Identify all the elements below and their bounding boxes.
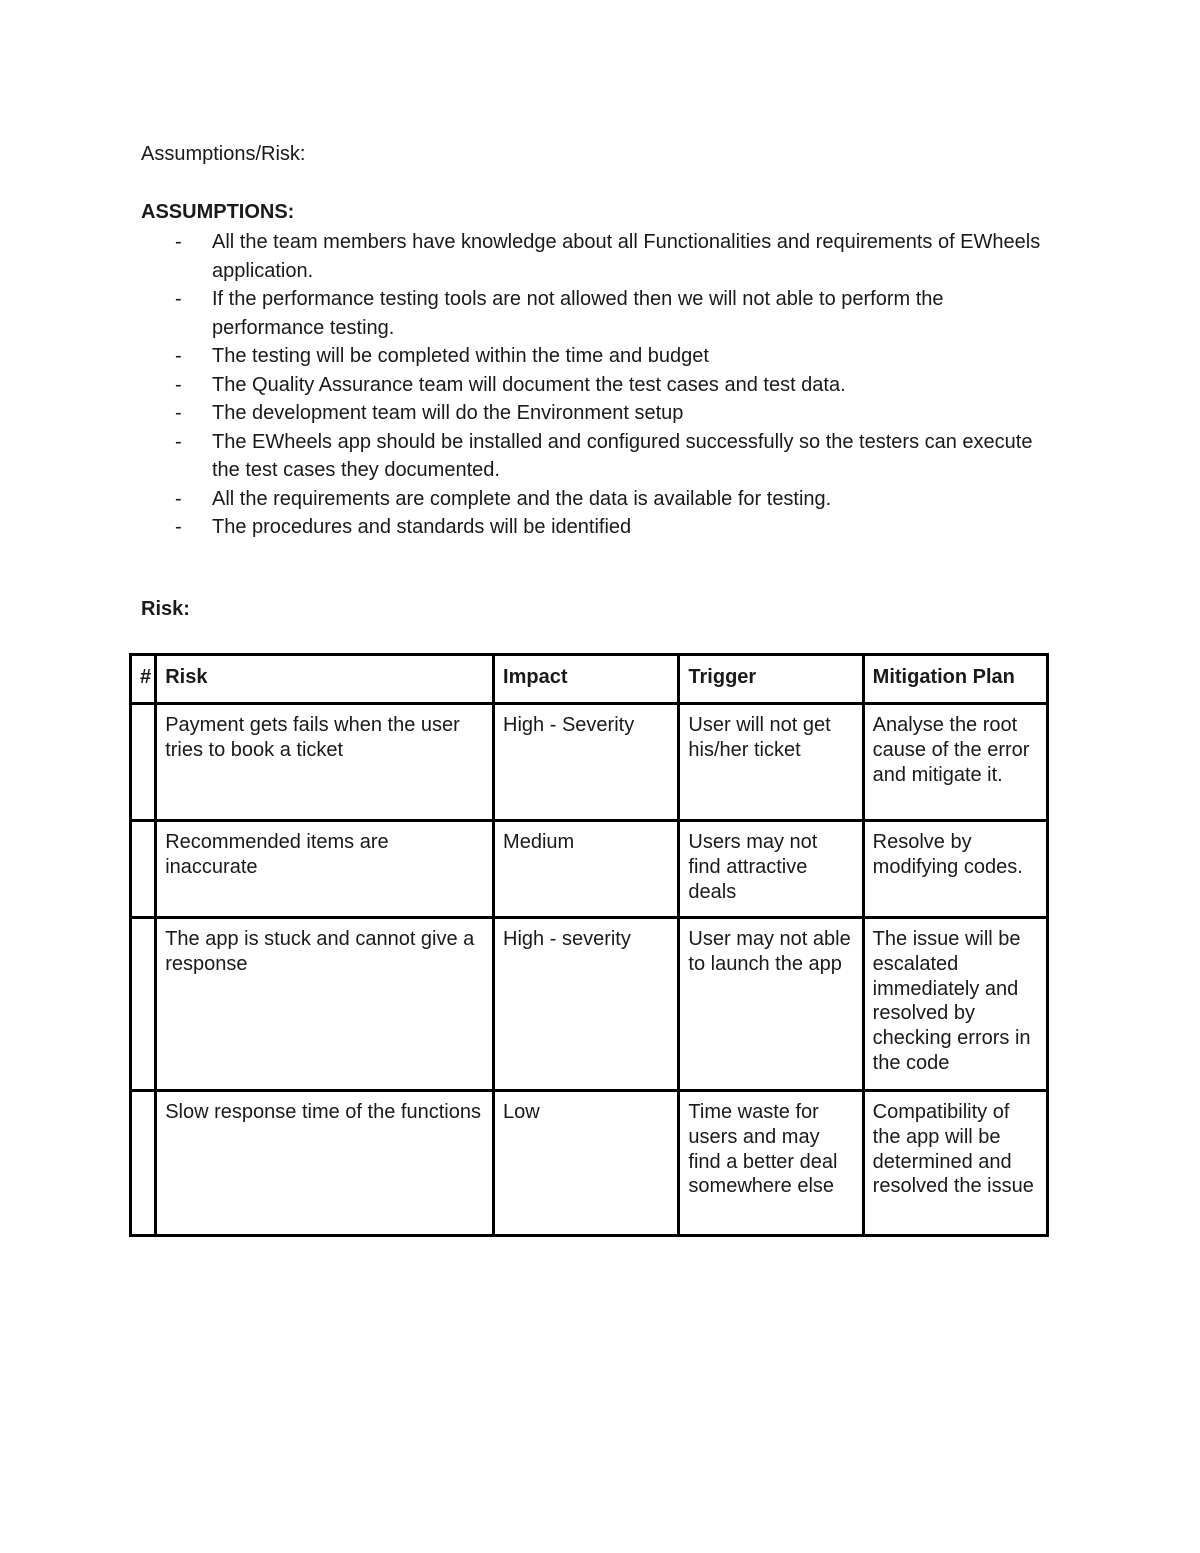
cell-trigger: User may not able to launch the app (679, 918, 863, 1091)
cell-trigger: Time waste for users and may find a better deal somewhere else (679, 1091, 863, 1236)
table-row (131, 821, 1048, 918)
column-header-impact: Impact (494, 655, 679, 704)
assumptions-title: ASSUMPTIONS: (141, 201, 295, 223)
bullet-dash: - (175, 402, 182, 424)
column-header-trigger: Trigger (679, 655, 863, 704)
assumption-text: If the performance testing tools are not allowed then we will not able to perform the performance testing. (212, 288, 944, 339)
cell-trigger: Users may not find attractive deals (679, 821, 863, 918)
bullet-dash: - (175, 231, 182, 253)
assumption-text: The EWheels app should be installed and configured successfully so the testers can execute the test cases they documented. (212, 430, 1033, 481)
cell-risk: The app is stuck and cannot give a response (156, 918, 494, 1091)
cell-number (131, 704, 156, 821)
assumption-text: The procedures and standards will be identified (212, 516, 632, 538)
bullet-dash: - (175, 516, 182, 538)
assumption-text: The Quality Assurance team will document the test cases and test data. (212, 373, 846, 396)
cell-mitigation: Resolve by modifying codes. (863, 821, 1047, 918)
assumption-list (141, 228, 1041, 542)
table-header-row (131, 655, 1048, 704)
cell-trigger: User will not get his/her ticket (679, 704, 863, 821)
risk-title: Risk: (141, 598, 190, 620)
cell-impact: Medium (494, 821, 679, 918)
list-item (141, 285, 1041, 342)
cell-risk: Slow response time of the functions (156, 1091, 494, 1236)
bullet-dash: - (175, 345, 182, 367)
cell-number (131, 821, 156, 918)
bullet-dash: - (175, 288, 182, 310)
column-header-mitigation-plan: Mitigation Plan (863, 655, 1047, 704)
cell-mitigation: Compatibility of the app will be determined and resolved the issue (863, 1091, 1047, 1236)
cell-mitigation: Analyse the root cause of the error and mitigate it. (863, 704, 1047, 821)
bullet-dash: - (175, 430, 182, 453)
cell-impact: Low (494, 1091, 679, 1236)
cell-risk: Recommended items are inaccurate (156, 821, 494, 918)
cell-number (131, 918, 156, 1091)
bullet-dash: - (175, 373, 182, 396)
column-header-risk: Risk (156, 655, 494, 704)
cell-number (131, 1091, 156, 1236)
risk-table (129, 653, 1049, 1237)
cell-risk: Payment gets fails when the user tries to book a ticket (156, 704, 494, 821)
list-item (141, 513, 1041, 542)
cell-impact: High - Severity (494, 704, 679, 821)
list-item (141, 371, 1041, 400)
cell-impact: High - severity (494, 918, 679, 1091)
assumption-text: All the requirements are complete and the data is available for testing. (212, 487, 832, 510)
cell-mitigation: The issue will be escalated immediately and resolved by checking errors in the code (863, 918, 1047, 1091)
table-row (131, 704, 1048, 821)
assumption-text: The development team will do the Environment setup (212, 402, 684, 424)
table-row (131, 918, 1048, 1091)
column-header-number: # (131, 655, 156, 704)
assumption-text: All the team members have knowledge about all Functionalities and requirements of EWheels application. (212, 231, 1041, 282)
list-item (141, 399, 1041, 428)
page-heading: Assumptions/Risk: (141, 143, 306, 165)
bullet-dash: - (175, 487, 182, 510)
list-item (141, 485, 1041, 514)
list-item (141, 228, 1041, 285)
list-item (141, 428, 1041, 485)
list-item (141, 342, 1041, 371)
table-row (131, 1091, 1048, 1236)
assumption-text: The testing will be completed within the time and budget (212, 345, 709, 367)
